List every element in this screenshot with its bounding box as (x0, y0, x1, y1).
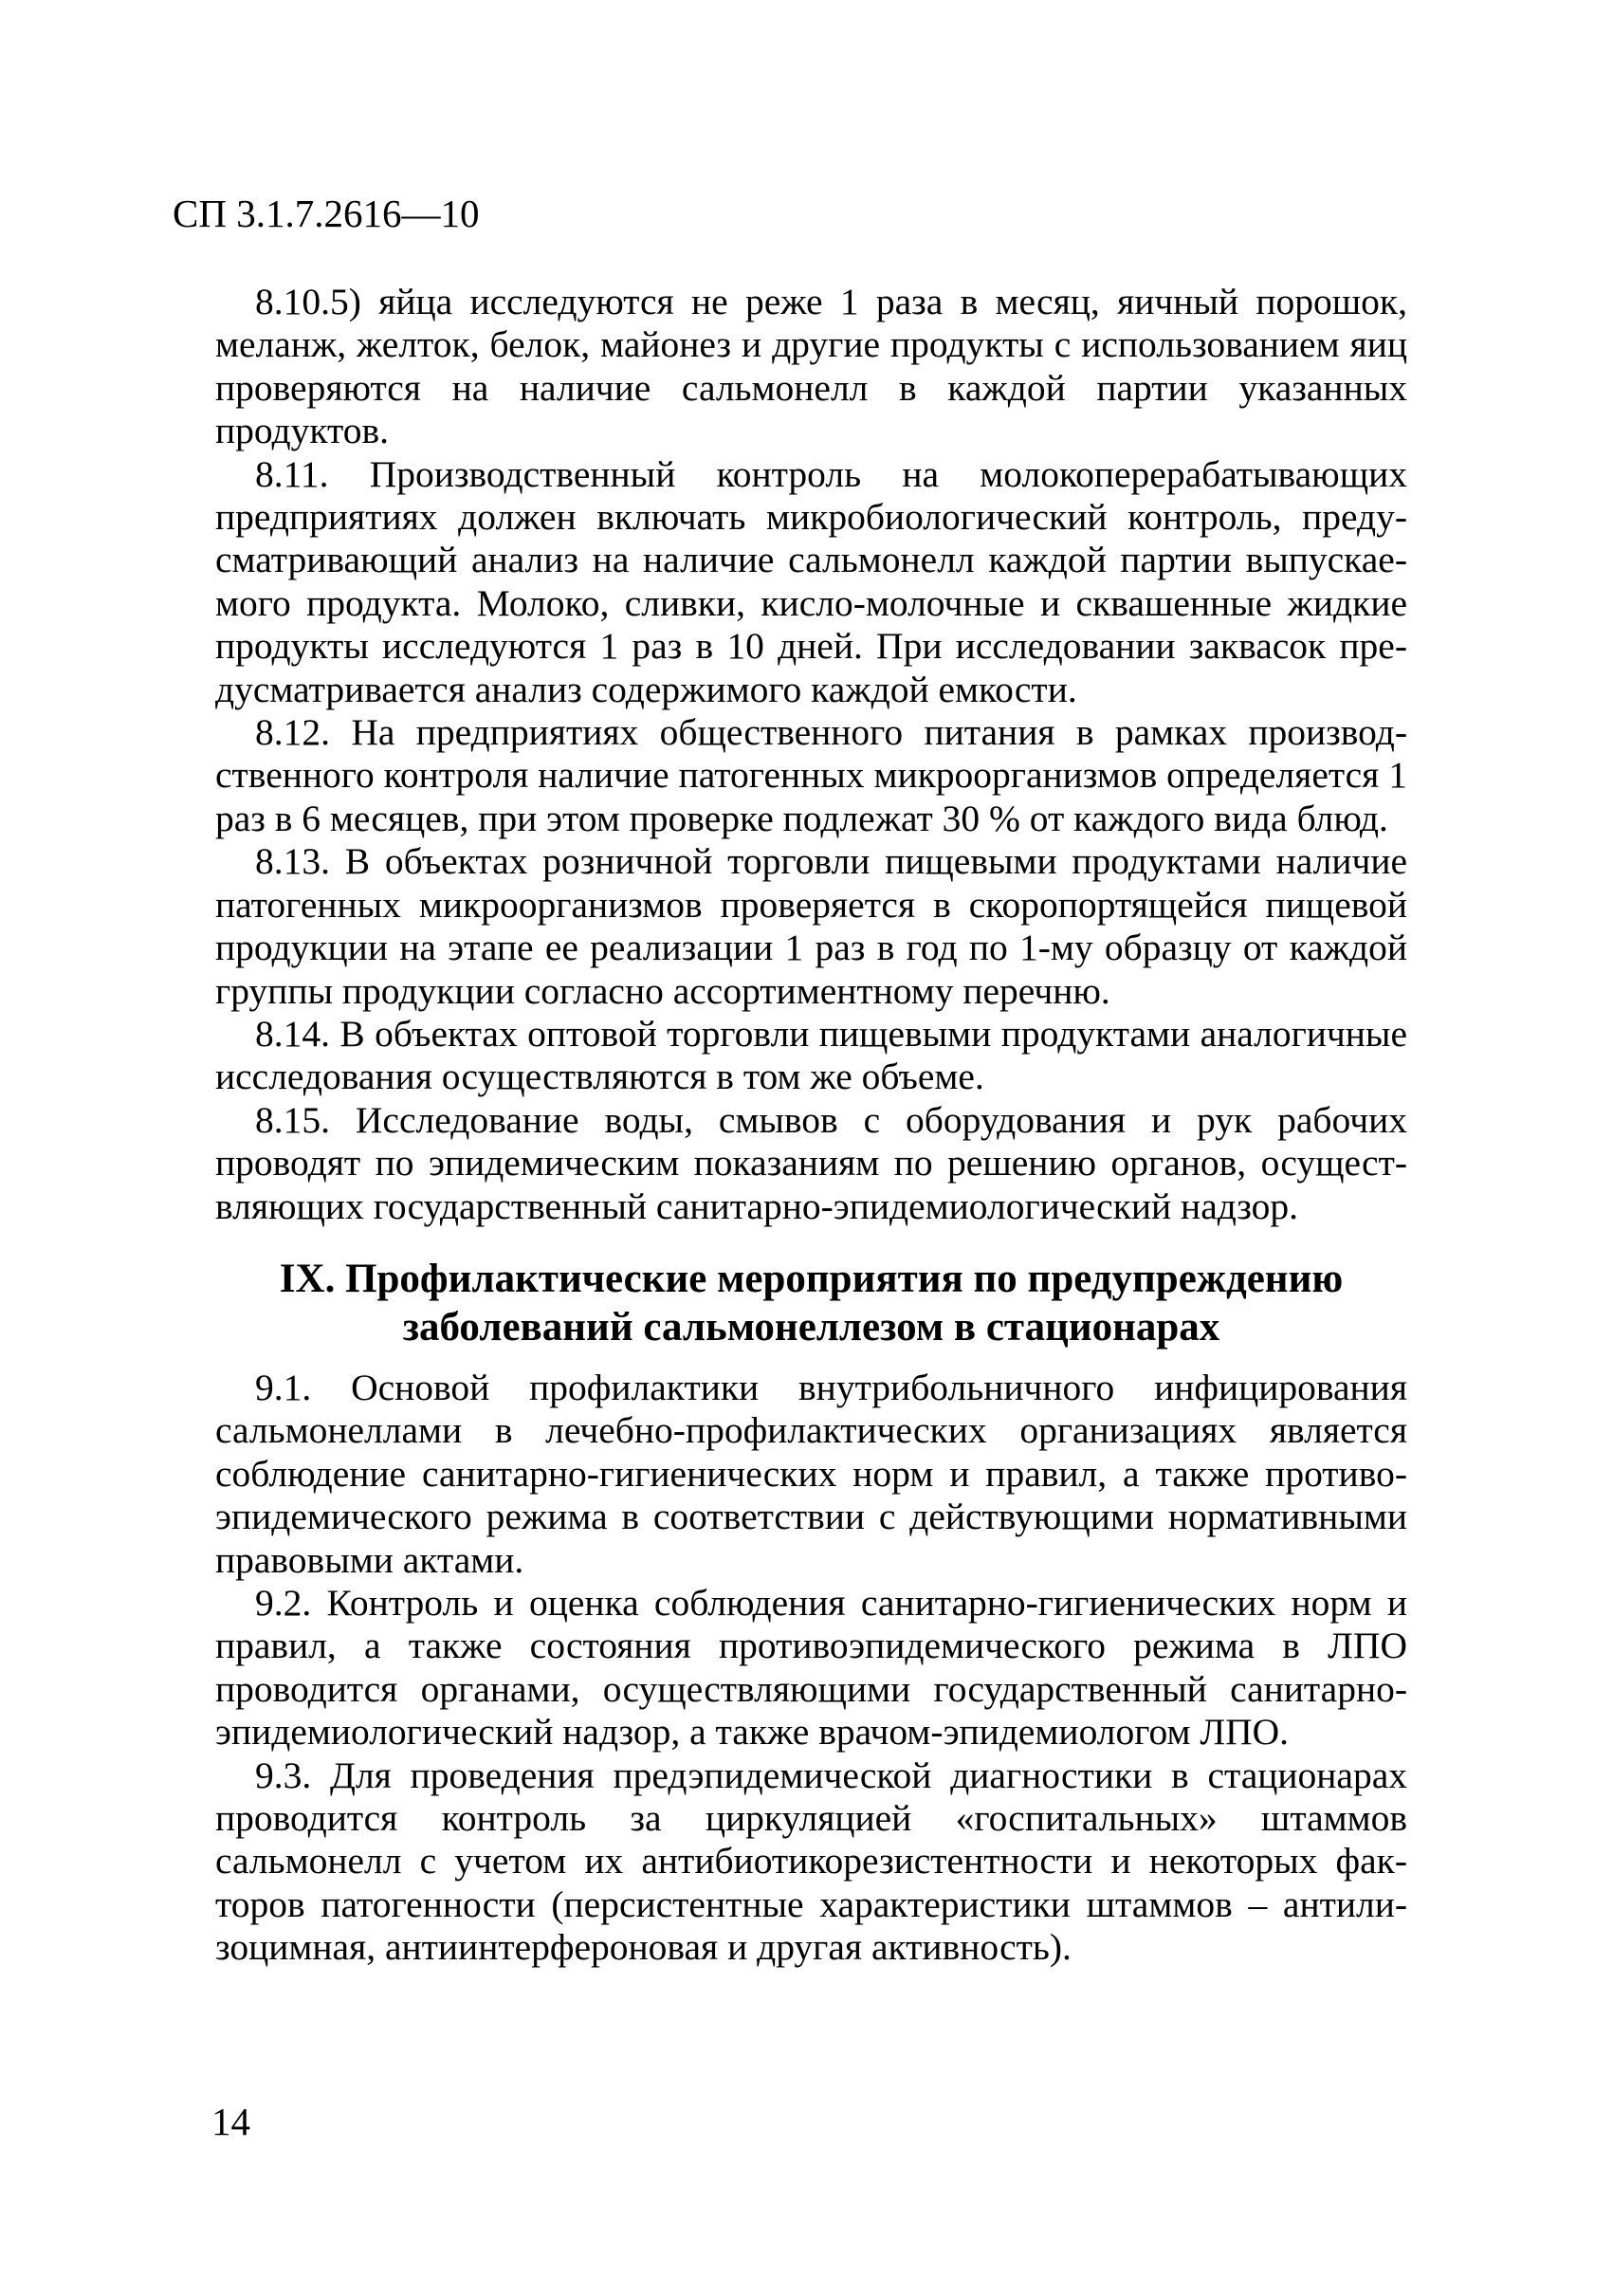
paragraph-8-12: 8.12. На предприятиях общественного питания в рамках производственного контроля наличие патогенных микроорганизмов определяется 1 раз в 6 месяцев, при этом проверке подлежат 30 % от каждого вида блюд. (215, 711, 1407, 839)
paragraph-8-15: 8.15. Исследование воды, смывов с оборудования и рук рабочих проводят по эпидемическим показаниям по решению органов, осуществляющих государственный санитарно-эпидемиологический надзор. (215, 1098, 1407, 1227)
paragraph-8-10-5: 8.10.5) яйца исследуются не реже 1 раза в месяц, яичный порошок, меланж, желток, белок, майонез и другие продукты с использованием яиц проверяются на наличие сальмонелл в каждой партии указанных продуктов. (215, 281, 1407, 452)
paragraph-8-14: 8.14. В объектах оптовой торговли пищевыми продуктами аналогичные исследования осуществляются в том же объеме. (215, 1012, 1407, 1098)
paragraph-9-3: 9.3. Для проведения предэпидемической диагностики в стационарах проводится контроль за циркуляцией «госпитальных» штаммов сальмонелл с учетом их антибиотикорезистентности и некоторых факторов патогенности (персистентные характеристики штаммов – антилизоцимная, антиинтерфероновая и другая активность). (215, 1754, 1407, 1969)
paragraph-8-13: 8.13. В объектах розничной торговли пищевыми продуктами наличие патогенных микроорганизмов проверяется в скоропортящейся пищевой продукции на этапе ее реализации 1 раз в год по 1-му образцу от каждой группы продукции согласно ассортиментному перечню. (215, 840, 1407, 1012)
document-code: СП 3.1.7.2616—10 (173, 192, 480, 235)
paragraph-9-1: 9.1. Основой профилактики внутрибольничного инфицирования сальмонеллами в лечебно-профилактических организациях является соблюдение санитарно-гигиенических норм и правил, а также противоэпидемического режима в соответствии с действующими нормативными правовыми актами. (215, 1366, 1407, 1581)
section-heading (215, 1255, 1407, 1351)
paragraph-8-11: 8.11. Производственный контроль на молокоперерабатывающих предприятиях должен включать микробиологический контроль, предусматривающий анализ на наличие сальмонелл каждой партии выпускаемого продукта. Молоко, сливки, кисло-молочные и сквашенные жидкие продукты исследуются 1 раз в 10 дней. При исследовании заквасок предусматривается анализ содержимого каждой емкости. (215, 452, 1407, 710)
body-text (215, 281, 1407, 1970)
page-number: 14 (211, 2100, 250, 2143)
paragraph-9-2: 9.2. Контроль и оценка соблюдения санитарно-гигиенических норм и правил, а также состояния противоэпидемического режима в ЛПО проводится органами, осуществляющими государственный санитарно-эпидемиологический надзор, а также врачом-эпидемиологом ЛПО. (215, 1581, 1407, 1754)
section-heading-line-2: заболеваний сальмонеллезом в стационарах (402, 1304, 1220, 1350)
section-heading-line-1: IX. Профилактические мероприятия по предупреждению (279, 1256, 1344, 1301)
